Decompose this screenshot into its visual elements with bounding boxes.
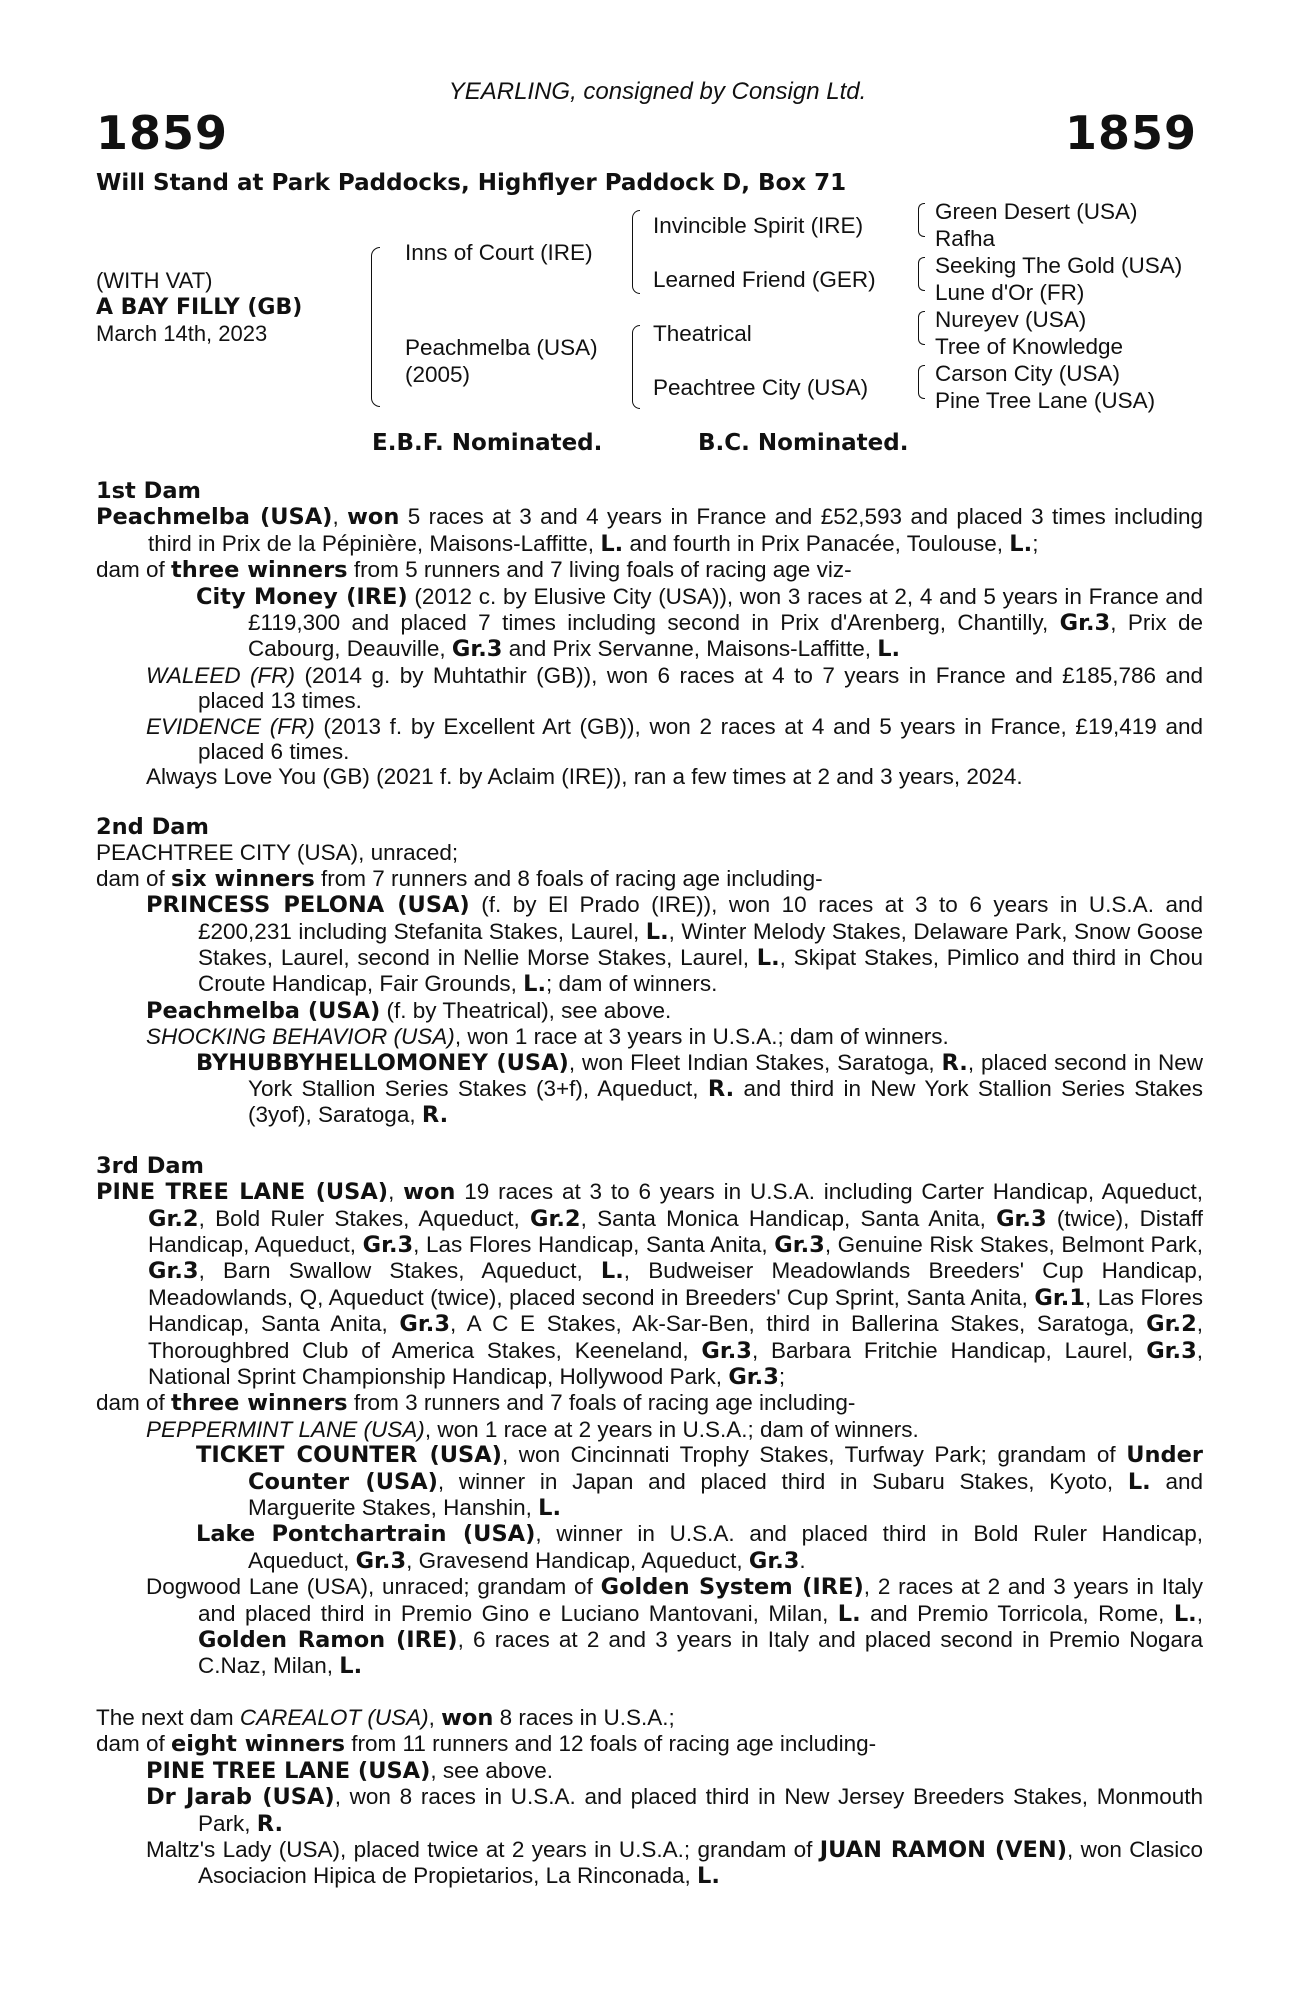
emphasis-text: won	[403, 1179, 456, 1206]
emphasis-text: Golden System (IRE)	[600, 1574, 864, 1601]
ancestor-4: Lune d'Or (FR)	[935, 280, 1085, 305]
text-run: , won 8 races in U.S.A. and placed third in New Jersey Breeders Stakes, Monmouth Park,	[198, 1784, 1203, 1836]
next-dam-produce-summary	[96, 1731, 1203, 1757]
text-run: from 3 runners and 7 foals of racing age including-	[347, 1390, 856, 1416]
text-run: 19 races at 3 to 6 years in U.S.A. including Carter Handicap, Aqueduct,	[455, 1179, 1203, 1205]
dam-dam-name: Peachtree City (USA)	[653, 375, 869, 400]
text-run: dam of	[96, 557, 172, 583]
next-dam-foal-2	[96, 1784, 1203, 1837]
emphasis-text: three winners	[171, 557, 348, 584]
emphasis-text: L.	[600, 530, 624, 557]
text-run: , see above.	[430, 1757, 553, 1783]
text-run: from 7 runners and 8 foals of racing age including-	[314, 865, 823, 891]
emphasis-text: R.	[707, 1075, 735, 1102]
second-dam-heading: 2nd Dam	[96, 813, 209, 840]
text-run: and Premio Torricola, Rome,	[860, 1600, 1174, 1626]
third-dam-foal-2	[96, 1574, 1203, 1680]
text-run: , placed second in New York Stallion Series Stakes (3+f), Aqueduct,	[248, 1049, 1203, 1101]
sire-dam-name: Learned Friend (GER)	[653, 267, 876, 292]
text-run: 8 races in U.S.A.;	[493, 1704, 675, 1730]
text-run: , winner in U.S.A. and placed third in Bold Ruler Handicap, Aqueduct,	[248, 1521, 1203, 1573]
third-dam-heading: 3rd Dam	[96, 1152, 204, 1179]
emphasis-text: L.	[1009, 530, 1033, 557]
sire-dam-bracket	[918, 257, 925, 291]
text-run: dam of	[96, 1731, 172, 1757]
next-dam-foal-1	[96, 1758, 1203, 1784]
next-dam-foal-3	[96, 1837, 1203, 1890]
emphasis-text: Gr.3	[728, 1364, 779, 1390]
text-run: ;	[1032, 530, 1039, 556]
emphasis-text: Gr.2	[148, 1205, 199, 1232]
text-run: ,	[428, 1704, 442, 1730]
ancestor-3: Seeking The Gold (USA)	[935, 253, 1183, 278]
text-run: (twice), Distaff Handicap, Aqueduct,	[148, 1205, 1204, 1257]
italic-name-text: WALEED (FR)	[146, 662, 296, 688]
emphasis-text: BYHUBBYHELLOMONEY (USA)	[196, 1049, 569, 1076]
emphasis-text: JUAN RAMON (VEN)	[819, 1836, 1068, 1863]
text-run: Dogwood Lane (USA), unraced; grandam of	[146, 1574, 601, 1600]
text-run: and fourth in Prix Panacée, Toulouse,	[623, 530, 1010, 556]
vat-note: (WITH VAT)	[96, 268, 213, 293]
emphasis-text: L.	[1173, 1600, 1197, 1627]
text-run: ,	[332, 504, 348, 530]
text-run: , Skipat Stakes, Pimlico and third in Chou Croute Handicap, Fair Grounds,	[198, 944, 1204, 997]
text-run: PEACHTREE CITY (USA), unraced;	[96, 840, 459, 866]
dam-sire-bracket	[918, 311, 925, 345]
emphasis-text: three winners	[171, 1390, 348, 1417]
first-dam-foal-1	[96, 584, 1203, 663]
dam-sire-name: Theatrical	[653, 321, 752, 346]
third-dam-record	[96, 1179, 1203, 1390]
text-run: , National Sprint Championship Handicap, Hollywood Park,	[148, 1337, 1204, 1389]
text-run: , Winter Melody Stakes, Delaware Park, Snow Goose Stakes, Laurel, second in Nellie Morse Stakes, Laurel,	[198, 918, 1204, 970]
emphasis-text: Gr.3	[362, 1231, 414, 1258]
text-run: Always Love You (GB) (2021 f. by Aclaim (IRE)), ran a few times at 2 and 3 years, 2024.	[146, 764, 1023, 790]
text-run: ,	[388, 1179, 404, 1205]
text-run: , 6 races at 2 and 3 years in Italy and placed second in Premio Nogara C.Naz, Milan,	[198, 1627, 1203, 1679]
text-run: dam of	[96, 1390, 172, 1416]
text-run: , Budweiser Meadowlands Breeders' Cup Handicap, Meadowlands, Q, Aqueduct (twice), placed second in Breeders' Cup Sprint, Santa Anita,	[148, 1258, 1203, 1310]
sire-name: Inns of Court (IRE)	[405, 240, 593, 265]
second-dam-produce-summary	[96, 866, 1203, 892]
emphasis-text: PRINCESS PELONA (USA)	[146, 892, 470, 919]
second-dam-record	[96, 840, 1203, 865]
text-run: , winner in Japan and placed third in Subaru Stakes, Kyoto,	[437, 1468, 1128, 1494]
ancestor-7: Carson City (USA)	[935, 361, 1121, 386]
text-run: , won Cincinnati Trophy Stakes, Turfway Park; grandam of	[501, 1442, 1127, 1468]
text-run: and Prix Servanne, Maisons-Laffitte,	[502, 636, 878, 662]
text-run: ; dam of winners.	[546, 971, 718, 997]
emphasis-text: L.	[697, 1863, 720, 1890]
ancestor-6: Tree of Knowledge	[935, 334, 1124, 359]
emphasis-text: L.	[756, 944, 780, 971]
italic-name-text: CAREALOT (USA)	[239, 1704, 429, 1730]
italic-name-text: PEPPERMINT LANE (USA)	[146, 1416, 425, 1442]
lot-number-right: 1859	[1064, 106, 1197, 160]
emphasis-text: Golden Ramon (IRE)	[198, 1627, 458, 1654]
text-run: , Gravesend Handicap, Aqueduct,	[406, 1547, 749, 1573]
text-run: , won 1 race at 2 years in U.S.A.; dam of winners.	[424, 1416, 919, 1442]
emphasis-text: Peachmelba (USA)	[146, 997, 381, 1024]
second-dam-foal-3	[96, 1024, 1203, 1049]
text-run: dam of	[96, 865, 172, 891]
first-dam-foal-3	[96, 714, 1203, 765]
foaling-date: March 14th, 2023	[96, 321, 268, 346]
text-run: , won 1 race at 3 years in U.S.A.; dam of winners.	[454, 1024, 949, 1050]
emphasis-text: L.	[523, 971, 547, 998]
emphasis-text: PINE TREE LANE (USA)	[146, 1757, 431, 1784]
first-dam-record	[96, 504, 1203, 557]
text-run: , Santa Monica Handicap, Santa Anita,	[580, 1205, 997, 1231]
text-run: (f. by El Prado (IRE)), won 10 races at 3 to 6 years in U.S.A. and £200,231 including Stefanita Stakes, Laurel,	[198, 892, 1203, 944]
first-dam-produce-summary	[96, 557, 1203, 583]
emphasis-text: City Money (IRE)	[196, 583, 408, 610]
italic-name-text: EVIDENCE (FR)	[146, 713, 315, 739]
emphasis-text: L.	[877, 636, 901, 663]
sire-sire-name: Invincible Spirit (IRE)	[653, 213, 864, 238]
emphasis-text: Gr.1	[1034, 1284, 1085, 1311]
emphasis-text: Gr.3	[355, 1547, 407, 1574]
third-dam-grandfoal-1	[96, 1442, 1203, 1521]
horse-name	[96, 294, 302, 320]
ancestor-5: Nureyev (USA)	[935, 307, 1087, 332]
text-run: .	[799, 1547, 806, 1573]
text-run: (2014 g. by Muhtathir (GB)), won 6 races at 4 to 7 years in France and £185,786 and placed 13 times.	[198, 662, 1203, 714]
text-run: 5 races at 3 and 4 years in France and £52,593 and placed 3 times including third in Prix de la Pépinière, Maisons-Laffitte,	[148, 504, 1203, 556]
emphasis-text: L.	[339, 1653, 363, 1680]
emphasis-text: L.	[1127, 1468, 1151, 1495]
text-run: , Las Flores Handicap, Santa Anita,	[148, 1284, 1204, 1337]
emphasis-text: Gr.3	[701, 1337, 752, 1364]
text-run: , Barn Swallow Stakes, Aqueduct,	[198, 1258, 601, 1284]
text-run: and Marguerite Stakes, Hanshin,	[248, 1468, 1203, 1521]
text-run: from 11 runners and 12 foals of racing age including-	[345, 1731, 877, 1757]
emphasis-text: R.	[941, 1049, 968, 1076]
emphasis-text: L.	[837, 1600, 861, 1627]
emphasis-text: L.	[645, 918, 669, 945]
text-run: The next dam	[96, 1704, 240, 1730]
sale-note: YEARLING, consigned by Consign Ltd.	[448, 78, 867, 105]
dam-dam-bracket	[918, 365, 925, 399]
emphasis-text: Under Counter (USA)	[248, 1442, 1204, 1495]
emphasis-text: Gr.3	[148, 1258, 199, 1285]
third-dam-foal-1	[96, 1417, 1203, 1442]
next-dam-record	[96, 1705, 1203, 1731]
emphasis-text: eight winners	[171, 1731, 346, 1758]
emphasis-text: Gr.3	[1059, 610, 1111, 637]
dam-bracket	[632, 325, 640, 409]
text-run: , Las Flores Handicap, Santa Anita,	[413, 1231, 775, 1257]
emphasis-text: Gr.3	[996, 1205, 1047, 1232]
emphasis-text: won	[441, 1704, 494, 1731]
text-run: ,	[1196, 1600, 1203, 1626]
emphasis-text: Dr Jarab (USA)	[146, 1784, 335, 1811]
third-dam-grandfoal-2	[96, 1521, 1203, 1574]
second-dam-foal-1	[96, 892, 1203, 998]
emphasis-text: Gr.3	[748, 1547, 800, 1574]
text-run: (f. by Theatrical), see above.	[380, 997, 672, 1023]
ancestor-2: Rafha	[935, 226, 996, 251]
text-run: , Bold Ruler Stakes, Aqueduct,	[198, 1205, 530, 1231]
ebf-nomination: E.B.F. Nominated.	[372, 430, 603, 456]
emphasis-text: Gr.3	[451, 636, 503, 663]
text-run: , Genuine Risk Stakes, Belmont Park,	[824, 1231, 1203, 1257]
lot-number-left: 1859	[96, 106, 229, 160]
text-run: from 5 runners and 7 living foals of racing age viz-	[347, 557, 852, 583]
emphasis-text: R.	[256, 1810, 284, 1837]
emphasis-text: L.	[538, 1495, 562, 1522]
text-run: ;	[778, 1364, 786, 1389]
third-dam-produce-summary	[96, 1390, 1203, 1416]
text-run: , won Clasico Asociacion Hipica de Propietarios, La Rinconada,	[198, 1836, 1203, 1889]
text-run: Maltz's Lady (USA), placed twice at 2 years in U.S.A.; grandam of	[146, 1836, 820, 1862]
text-run: , 2 races at 2 and 3 years in Italy and placed third in Premio Gino e Luciano Mantovani, Milan,	[198, 1574, 1203, 1626]
emphasis-text: Gr.2	[530, 1205, 581, 1232]
ancestor-1: Green Desert (USA)	[935, 199, 1138, 224]
emphasis-text: TICKET COUNTER (USA)	[196, 1442, 502, 1469]
emphasis-text: Gr.2	[1146, 1311, 1197, 1338]
first-dam-heading: 1st Dam	[96, 478, 201, 504]
text-run: , Thoroughbred Club of America Stakes, Keeneland,	[148, 1311, 1203, 1363]
emphasis-text: Gr.3	[774, 1231, 825, 1258]
emphasis-text: Gr.3	[1146, 1337, 1197, 1364]
pedigree-main-bracket	[371, 247, 380, 407]
emphasis-text: six winners	[171, 865, 315, 892]
first-dam-foal-4	[96, 764, 1203, 789]
dam-year: (2005)	[405, 362, 471, 387]
emphasis-text: won	[347, 504, 400, 531]
italic-name-text: SHOCKING BEHAVIOR (USA)	[146, 1024, 455, 1050]
text-run: and third in New York Stallion Series Stakes (3yof), Saratoga,	[248, 1075, 1203, 1128]
text-run: , Barbara Fritchie Handicap, Laurel,	[751, 1337, 1147, 1363]
text-run: , won Fleet Indian Stakes, Saratoga,	[568, 1049, 942, 1075]
stand-location: Will Stand at Park Paddocks, Highflyer Paddock D, Box 71	[96, 170, 847, 196]
emphasis-text: L.	[600, 1258, 624, 1285]
sire-sire-bracket	[918, 203, 925, 237]
emphasis-text: PINE TREE LANE (USA)	[96, 1179, 389, 1206]
dam-name: Peachmelba (USA)	[405, 335, 598, 360]
sire-bracket	[632, 210, 640, 294]
text-run: , A C E Stakes, Ak-Sar-Ben, third in Ballerina Stakes, Saratoga,	[449, 1311, 1147, 1337]
emphasis-text: Peachmelba (USA)	[96, 504, 333, 531]
horse-name-text: A BAY FILLY (GB)	[96, 295, 303, 320]
emphasis-text: R.	[421, 1102, 449, 1129]
first-dam-foal-2	[96, 663, 1203, 714]
text-run: (2012 c. by Elusive City (USA)), won 3 races at 2, 4 and 5 years in France and £119,300 and placed 7 times including second in Prix d'Arenberg, Chantilly,	[248, 583, 1203, 636]
catalogue-body	[96, 479, 1203, 1890]
emphasis-text: Gr.3	[399, 1311, 450, 1338]
bc-nomination: B.C. Nominated.	[698, 430, 909, 456]
emphasis-text: Lake Pontchartrain (USA)	[196, 1521, 536, 1548]
text-run: , Prix de Cabourg, Deauville,	[248, 610, 1203, 662]
second-dam-grandfoal-1	[96, 1050, 1203, 1129]
second-dam-foal-2	[96, 998, 1203, 1024]
ancestor-8: Pine Tree Lane (USA)	[935, 388, 1156, 413]
text-run: (2013 f. by Excellent Art (GB)), won 2 races at 4 and 5 years in France, £19,419 and placed 6 times.	[198, 713, 1204, 765]
